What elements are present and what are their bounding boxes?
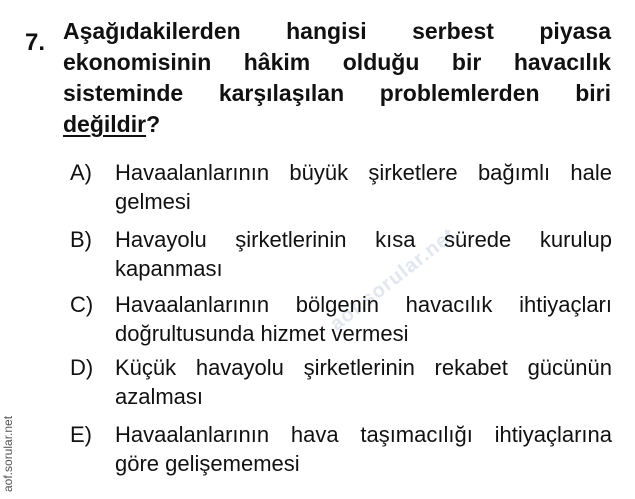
option-letter: C): [70, 292, 94, 317]
option-letter: B): [70, 227, 92, 252]
option-a[interactable]: [70, 158, 615, 218]
option-letter: A): [70, 160, 92, 185]
option-c[interactable]: [70, 290, 615, 350]
center-watermark: aof.sorular.net: [326, 223, 460, 336]
side-watermark: aof.sorular.net: [1, 415, 15, 492]
option-text: Havaalanlarının hava taşımacılığı ihtiyaçlarına göre gelişememesi: [115, 422, 612, 476]
question-mark: ?: [146, 111, 161, 137]
option-letter: D): [70, 355, 94, 380]
question-stem: Aşağıdakilerden hangisi serbest piyasa ekonomisinin hâkim olduğu bir havacılık sisteminde karşılaşılan problemlerden biri: [63, 18, 611, 106]
option-letter: E): [70, 422, 92, 447]
option-text: Havayolu şirketlerinin kısa sürede kurulup kapanması: [115, 227, 612, 281]
option-d[interactable]: [70, 353, 615, 413]
question-negation-emphasis: değildir: [63, 111, 147, 137]
option-text: Havaalanlarının bölgenin havacılık ihtiyaçları doğrultusunda hizmet vermesi: [115, 292, 612, 346]
option-text: Küçük havayolu şirketlerinin rekabet gücünün azalması: [115, 355, 612, 409]
question-number: 7.: [25, 29, 46, 56]
option-text: Havaalanlarının büyük şirketlere bağımlı hale gelmesi: [115, 160, 612, 214]
option-b[interactable]: [70, 225, 615, 285]
option-e[interactable]: [70, 420, 615, 480]
question-text: [63, 16, 611, 140]
